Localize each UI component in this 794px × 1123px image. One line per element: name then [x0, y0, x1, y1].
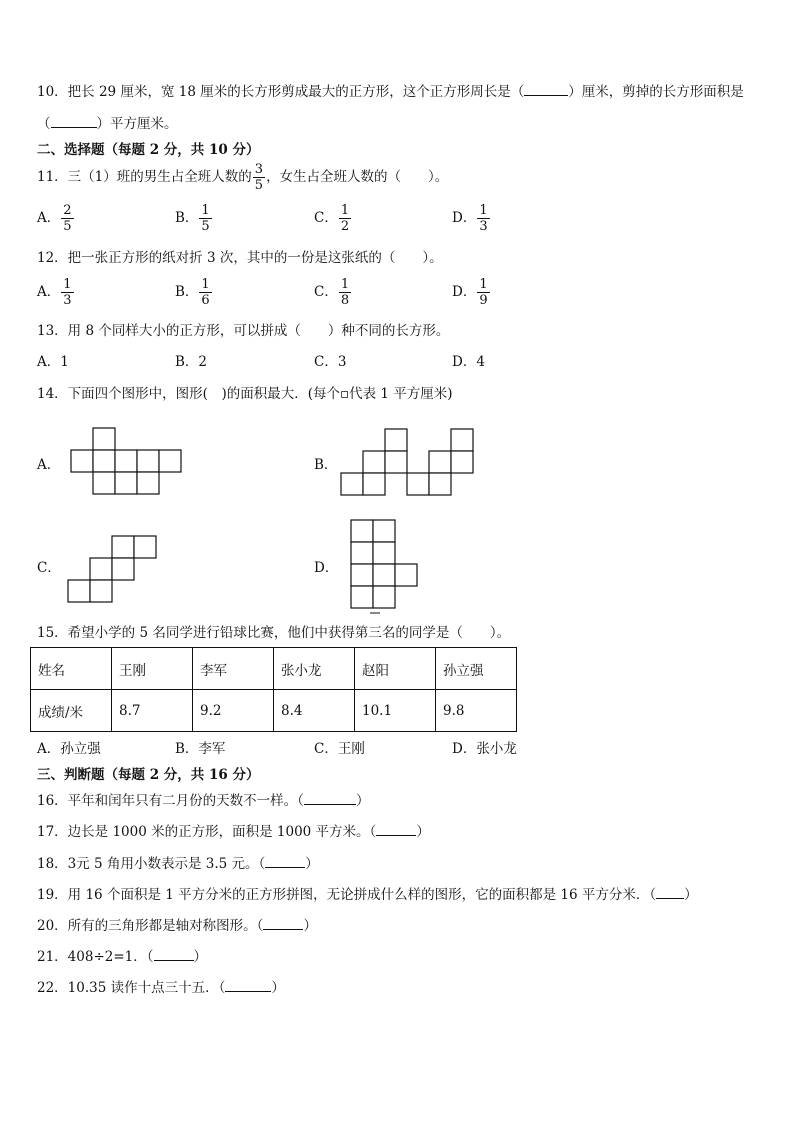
figure-label-c[interactable]: C． [37, 560, 61, 576]
judge-question: 19．用 16 个面积是 1 平方分米的正方形拼图，无论拼成什么样的图形，它的面积都是 16 平方分米．（ ） [37, 887, 698, 903]
option-c[interactable]: C． $\frac{1}{8}$ [314, 277, 350, 308]
section-title-judge: 三、判断题（每题 2 分，共 16 分） [37, 767, 260, 783]
section-title-choice: 二、选择题（每题 2 分，共 10 分） [37, 142, 260, 158]
fraction: $\frac{1}{3}$ [63, 277, 72, 308]
question-10-line1: 10．把长 29 厘米，宽 18 厘米的长方形剪成最大的正方形，这个正方形周长是（ ）厘米，剪掉的长方形面积是 [37, 84, 744, 100]
option-c[interactable]: C．3 [314, 354, 347, 370]
table-cell: 孙立强 [436, 648, 517, 690]
question-12: 12．把一张正方形的纸对折 3 次，其中的一份是这张纸的（ ）。 [37, 250, 443, 266]
fraction: $\frac{1}{3}$ [479, 203, 488, 234]
figure-b [340, 428, 480, 498]
answer-blank[interactable] [154, 960, 194, 961]
option-d[interactable]: D． $\frac{1}{3}$ [452, 203, 488, 234]
fraction: $\frac{3}{5}$ [254, 162, 264, 193]
answer-blank[interactable] [524, 95, 568, 96]
option-a[interactable]: A． $\frac{2}{5}$ [37, 203, 72, 234]
table-cell: 王刚 [112, 648, 193, 690]
fraction: $\frac{1}{6}$ [201, 277, 210, 308]
option-b[interactable]: B． $\frac{1}{5}$ [175, 203, 210, 234]
table-cell: 9.2 [193, 690, 274, 732]
table-cell: 8.4 [274, 690, 355, 732]
fraction: $\frac{1}{8}$ [340, 277, 350, 308]
option-b[interactable]: B．2 [175, 354, 208, 370]
fraction: $\frac{2}{5}$ [63, 203, 72, 234]
question-10-line2: （ ）平方厘米。 [37, 116, 178, 132]
table-row [31, 690, 517, 732]
judge-question: 22．10.35 读作十点三十五．（ ） [37, 980, 285, 996]
option-a[interactable]: A．孙立强 [37, 741, 101, 757]
table-cell: 10.1 [355, 690, 436, 732]
table-cell: 姓名 [31, 648, 112, 690]
answer-blank[interactable] [225, 991, 271, 992]
option-d[interactable]: D． $\frac{1}{9}$ [452, 277, 488, 308]
answer-blank[interactable] [263, 929, 303, 930]
question-15: 15．希望小学的 5 名同学进行铅球比赛，他们中获得第三名的同学是（ ）。 [37, 625, 511, 641]
answer-blank[interactable] [265, 867, 305, 868]
score-table [30, 647, 517, 732]
option-c[interactable]: C．王刚 [314, 741, 365, 757]
figure-label-b[interactable]: B． [314, 457, 338, 473]
answer-blank[interactable] [376, 835, 416, 836]
table-cell: 赵阳 [355, 648, 436, 690]
option-b[interactable]: B．李军 [175, 741, 226, 757]
question-14: 14．下面四个图形中，图形( )的面积最大．(每个▫代表 1 平方厘米) [37, 386, 453, 402]
fraction: $\frac{1}{2}$ [340, 203, 350, 234]
table-cell: 成绩/米 [31, 690, 112, 732]
question-13: 13．用 8 个同样大小的正方形，可以拼成（ ）种不同的长方形。 [37, 323, 450, 339]
figure-label-a[interactable]: A． [37, 457, 61, 473]
figure-c [67, 535, 162, 605]
option-d[interactable]: D．张小龙 [452, 741, 517, 757]
option-a[interactable]: A． $\frac{1}{3}$ [37, 277, 72, 308]
answer-blank[interactable] [304, 804, 356, 805]
question-11: 11．三（1）班的男生占全班人数的 $\frac{3}{5}$ ，女生占全班人数的（ ）。 [37, 162, 449, 193]
table-cell: 8.7 [112, 690, 193, 732]
judge-question: 20．所有的三角形都是轴对称图形。（ ） [37, 918, 317, 934]
judge-question: 16．平年和闰年只有二月份的天数不一样。（ ） [37, 793, 370, 809]
answer-blank[interactable] [656, 898, 684, 899]
option-a[interactable]: A．1 [37, 354, 69, 370]
fraction: $\frac{1}{5}$ [201, 203, 210, 234]
option-b[interactable]: B． $\frac{1}{6}$ [175, 277, 210, 308]
table-cell: 李军 [193, 648, 274, 690]
option-d[interactable]: D．4 [452, 354, 485, 370]
judge-question: 21．408÷2=1．（ ） [37, 949, 207, 965]
figure-a [70, 427, 185, 497]
figure-label-d[interactable]: D． [314, 560, 339, 576]
option-c[interactable]: C． $\frac{1}{2}$ [314, 203, 350, 234]
judge-question: 18．3元 5 角用小数表示是 3.5 元。（ ） [37, 856, 319, 872]
fraction: $\frac{1}{9}$ [479, 277, 488, 308]
answer-blank[interactable] [51, 127, 97, 128]
table-row [31, 648, 517, 690]
table-cell: 张小龙 [274, 648, 355, 690]
judge-question: 17．边长是 1000 米的正方形，面积是 1000 平方米。（ ） [37, 824, 430, 840]
table-cell: 9.8 [436, 690, 517, 732]
figure-d [350, 519, 422, 615]
